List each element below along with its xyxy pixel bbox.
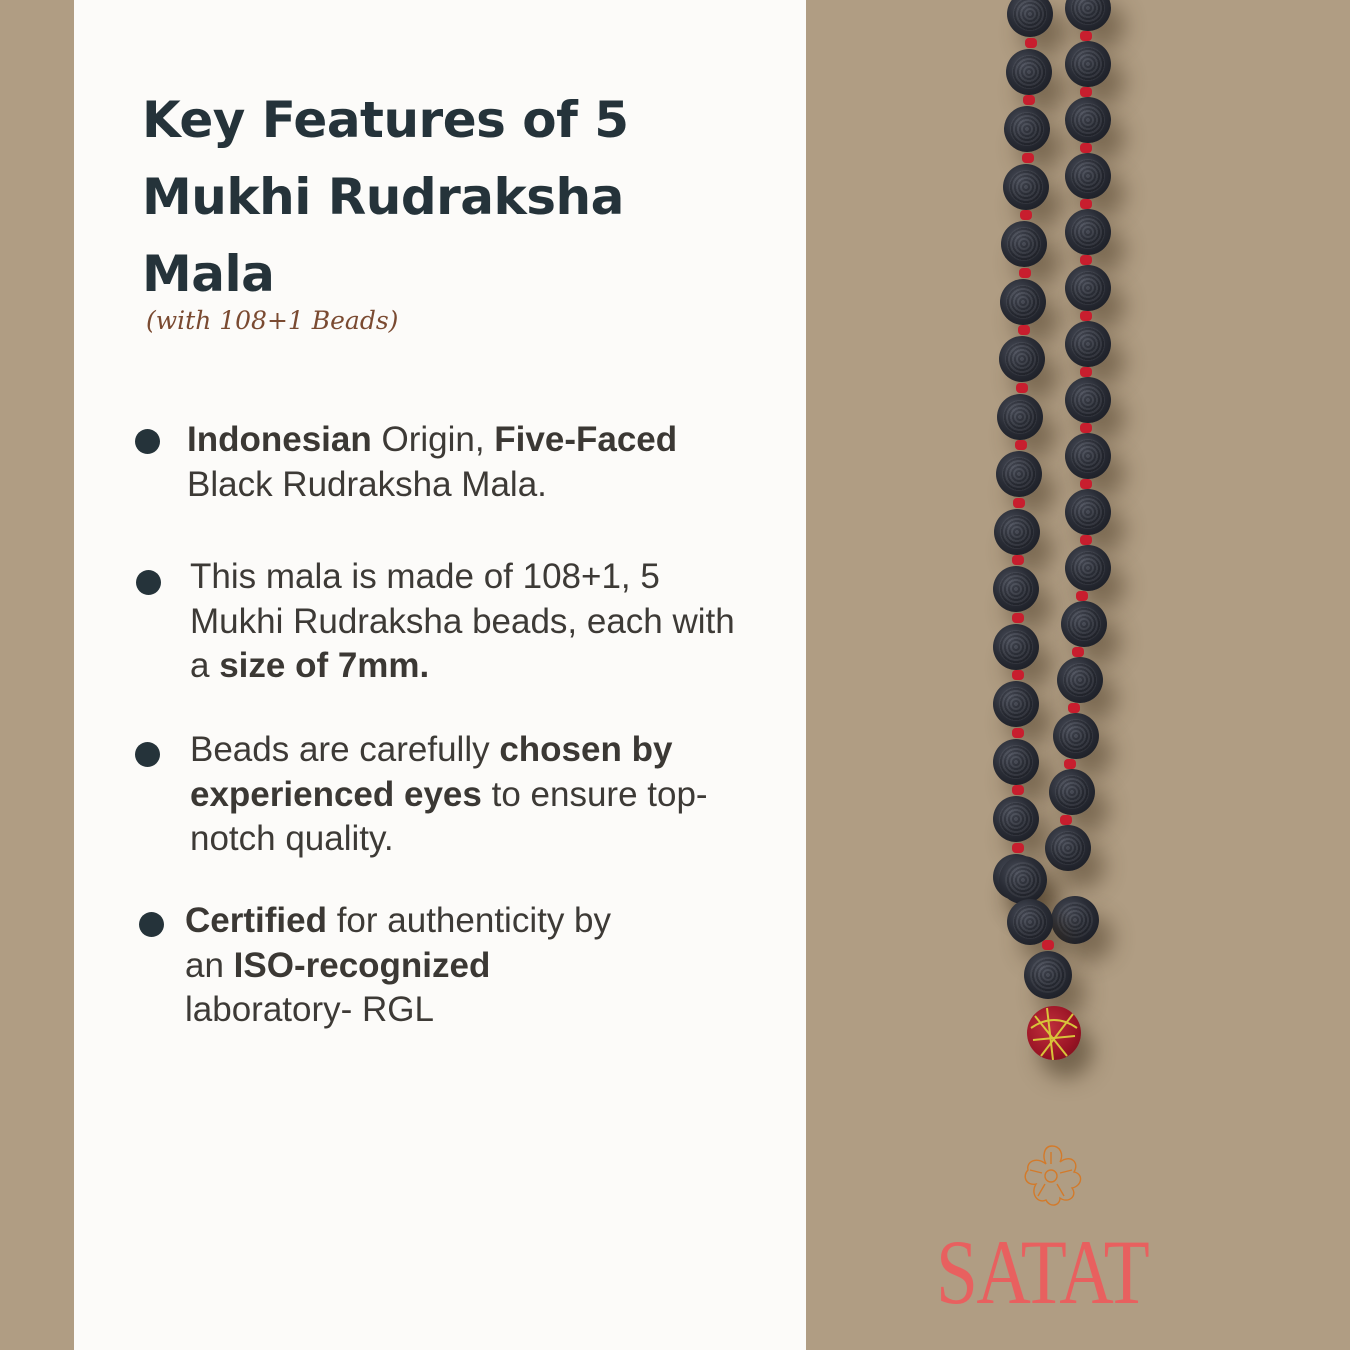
thread-knot [1080,143,1092,153]
rudraksha-bead [993,681,1039,727]
rudraksha-bead [999,336,1045,382]
rudraksha-bead [1065,0,1111,31]
thread-knot [1012,785,1024,795]
body-text: Black Rudraksha Mala. [187,464,547,504]
thread-knot [1022,153,1034,163]
title-line-1: Key Features of 5 [142,91,629,149]
thread-knot [1080,423,1092,433]
thread-knot [1012,670,1024,680]
rudraksha-bead [1065,41,1111,87]
rudraksha-bead [997,394,1043,440]
flower-icon [1014,1142,1090,1212]
body-text: This mala is made of 108+1, 5 Mukhi Rudraksha beads, each with a [190,557,735,685]
rudraksha-bead [1001,221,1047,267]
rudraksha-bead [1007,0,1053,37]
rudraksha-bead [1049,769,1095,815]
rudraksha-bead [1065,153,1111,199]
emphasis-text: ISO-recognized [233,945,491,985]
emphasis-text: size of 7mm. [219,646,430,685]
thread-knot [1012,555,1024,565]
rudraksha-bead [1045,825,1091,871]
thread-knot [1012,728,1024,738]
rudraksha-bead [1000,279,1046,325]
thread-knot [1072,647,1084,657]
feature-item-origin [187,418,747,507]
rudraksha-bead [1051,896,1099,944]
thread-knot [1012,613,1024,623]
thread-knot [1012,843,1024,853]
rudraksha-bead [1065,377,1111,423]
bullet-dot-icon [136,570,161,595]
rudraksha-bead [999,856,1047,904]
thread-knot [1042,940,1054,950]
rudraksha-bead [994,509,1040,555]
thread-knot [1080,255,1092,265]
emphasis-text: Five-Faced [494,420,678,459]
body-text: to ensure top-notch quality. [190,774,708,858]
thread-knot [1080,31,1092,41]
page-title [142,82,742,313]
rudraksha-bead [1003,164,1049,210]
brand-logo: SATAT [936,1221,1149,1323]
thread-knot [1080,87,1092,97]
body-text: Beads are carefully [190,730,500,769]
rudraksha-bead [1065,97,1111,143]
feature-item-certification [185,899,645,1033]
thread-knot [1080,479,1092,489]
rudraksha-bead [1065,489,1111,535]
body-text: for authenticity by an [185,901,612,985]
rudraksha-bead [1007,899,1053,945]
thread-knot [1080,367,1092,377]
subtitle: (with 108+1 Beads) [146,306,399,335]
emphasis-text: Certified [185,901,327,940]
body-text: Origin, [371,420,495,459]
thread-knot [1016,383,1028,393]
thread-knot [1080,535,1092,545]
bullet-dot-icon [139,912,164,937]
rudraksha-bead [996,451,1042,497]
rudraksha-bead [993,624,1039,670]
title-line-3: Mala [142,245,275,303]
body-text: laboratory- RGL [185,990,434,1029]
rudraksha-bead [1061,601,1107,647]
thread-knot [1080,311,1092,321]
thread-knot [1015,440,1027,450]
thread-knot [1023,95,1035,105]
thread-knot [1080,199,1092,209]
rudraksha-bead [1053,713,1099,759]
rudraksha-bead [1065,545,1111,591]
thread-knot [1020,210,1032,220]
rudraksha-bead [1004,106,1050,152]
title-line-2: Mukhi Rudraksha [142,168,624,226]
rudraksha-bead [1057,657,1103,703]
thread-knot [1076,591,1088,601]
rudraksha-bead [1006,49,1052,95]
thread-knot [1025,38,1037,48]
feature-item-quality [190,728,760,862]
guru-bead [1027,1006,1081,1060]
rudraksha-bead [1024,951,1072,999]
rudraksha-bead [993,739,1039,785]
emphasis-text: chosen by experienced eyes [190,730,673,814]
bullet-dot-icon [135,429,160,454]
rudraksha-bead [1065,209,1111,255]
thread-knot [1060,815,1072,825]
thread-knot [1018,325,1030,335]
rudraksha-bead [1065,265,1111,311]
thread-knot [1068,703,1080,713]
rudraksha-bead [993,796,1039,842]
thread-knot [1064,759,1076,769]
rudraksha-bead [993,566,1039,612]
rudraksha-bead [1065,433,1111,479]
thread-knot [1013,498,1025,508]
feature-item-size [190,555,740,689]
emphasis-text: Indonesian [187,420,372,459]
thread-knot [1019,268,1031,278]
rudraksha-bead [1065,321,1111,367]
bullet-dot-icon [135,742,160,767]
